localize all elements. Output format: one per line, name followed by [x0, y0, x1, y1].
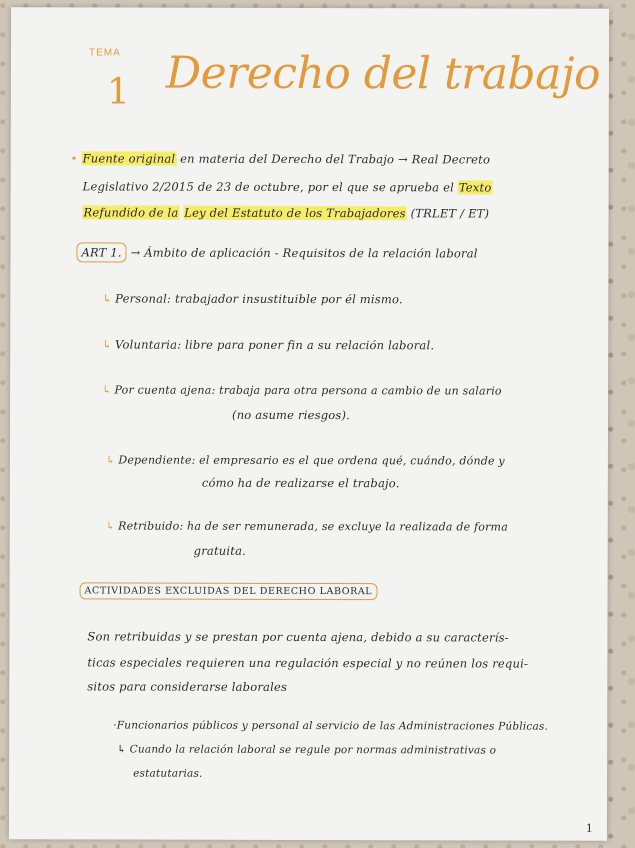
intro-line-3 [83, 205, 490, 220]
excluidas-para-1: Son retribuidas y se prestan por cuenta ajena, debido a su caracterís- [87, 629, 509, 645]
requisito-cuenta-ajena [102, 383, 502, 397]
requisito-text: Dependiente: el empresario es el que ordena qué, cuándo, dónde y [118, 453, 505, 468]
excluidas-heading: ACTIVIDADES EXCLUIDAS DEL DERECHO LABORAL [80, 582, 378, 600]
requisito-text: Retribuido: ha de ser remunerada, se excluye la realizada de forma [118, 519, 508, 534]
arrow-icon: ↳ [105, 519, 116, 533]
arrow-icon: ↳ [105, 453, 116, 467]
excluidas-para-3: sitos para considerarse laborales [87, 679, 288, 694]
arrow-icon: ↳ [102, 291, 113, 306]
art1-tag: ART 1. [76, 242, 126, 262]
requisito-retribuido [106, 519, 508, 533]
requisito-voluntaria [102, 337, 434, 352]
page-number: 1 [585, 821, 593, 835]
bullet-icon: • [70, 151, 78, 166]
intro-text: (TRLET / ET) [406, 206, 490, 221]
requisito-dependiente-cont: cómo ha de realizarse el trabajo. [201, 475, 400, 491]
highlight-fuente-original: Fuente original [82, 151, 176, 166]
intro-text: en materia del Derecho del Trabajo → Real Decreto [176, 151, 491, 167]
requisito-dependiente [106, 453, 505, 467]
requisito-cuenta-ajena-cont: (no asume riesgos). [232, 407, 351, 423]
requisito-retribuido-cont: gratuita. [193, 543, 247, 558]
requisito-text: Por cuenta ajena: trabaja para otra persona a cambio de un salario [114, 383, 502, 398]
art1-text: → Ámbito de aplicación - Requisitos de la relación laboral [130, 245, 478, 261]
intro-line-1 [71, 151, 490, 166]
intro-text: Legislativo 2/2015 de 23 de octubre, por el que se aprueba el [82, 179, 458, 195]
arrow-icon: ↳ [102, 383, 112, 397]
excluidas-heading-wrap [80, 585, 378, 597]
requisito-text: Personal: trabajador insustituible por él mismo. [115, 291, 403, 307]
excluidas-item-1: ·Funcionarios públicos y personal al servicio de las Administraciones Públicas. [113, 719, 549, 733]
highlight-ley-estatuto: Ley del Estatuto de los Trabajadores [184, 205, 406, 221]
notebook-page [9, 7, 609, 841]
tema-label: TEMA [88, 47, 121, 59]
art1-line [76, 245, 477, 260]
intro-line-2 [83, 179, 493, 194]
tema-number: 1 [106, 71, 130, 113]
highlight-refundido: Refundido de la [83, 205, 179, 220]
requisito-personal [102, 291, 403, 306]
highlight-texto: Texto [458, 180, 492, 195]
excluidas-item-3: estatutarias. [133, 767, 203, 780]
page-title: Derecho del trabajo [165, 47, 601, 100]
excluidas-para-2: ticas especiales requieren una regulación especial y no reúnen los requi- [87, 655, 529, 671]
arrow-icon: ↳ [102, 337, 113, 352]
excluidas-item-2: ↳ Cuando la relación laboral se regule por normas administrativas o [117, 743, 497, 757]
requisito-text: Voluntaria: libre para poner fin a su relación laboral. [115, 337, 435, 353]
